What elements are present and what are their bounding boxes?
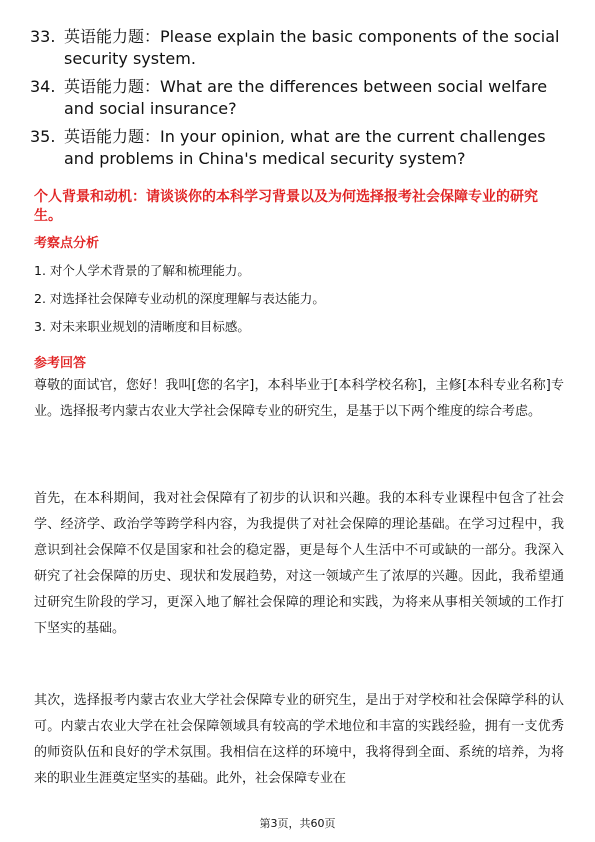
question-text: 英语能力题：What are the differences between social welfare and social insurance? — [64, 77, 548, 118]
page-footer: 第3页，共60页 — [259, 817, 336, 830]
question-number: 34. — [30, 77, 56, 96]
answer-heading: 参考回答 — [34, 356, 87, 371]
question-number: 35. — [30, 127, 56, 146]
analysis-heading: 考察点分析 — [34, 236, 100, 251]
question-list — [30, 26, 565, 176]
section-title: 个人背景和动机：请谈谈你的本科学习背景以及为何选择报考社会保障专业的研究生。 — [34, 189, 538, 224]
answer-paragraph: 其次，选择报考内蒙古农业大学社会保障专业的研究生，是出于对学校和社会保障学科的认可。内蒙古农业大学在社会保障领域具有较高的学术地位和丰富的实践经验，拥有一支优秀的师资队伍和良好的学术氛围。我相信在这样的环境中，我将得到全面、系统的培养，为将来的职业生涯奠定坚实的基础。此外，社会保障专业在 — [34, 693, 564, 786]
analysis-point: 1. 对个人学术背景的了解和梳理能力。 — [34, 263, 250, 278]
question-item — [30, 76, 565, 120]
analysis-point: 3. 对未来职业规划的清晰度和目标感。 — [34, 319, 250, 334]
question-number: 33. — [30, 27, 56, 46]
answer-paragraph: 尊敬的面试官，您好！我叫[您的名字]，本科毕业于[本科学校名称]，主修[本科专业名称]专业。选择报考内蒙古农业大学社会保障专业的研究生，是基于以下两个维度的综合考虑。 — [34, 378, 564, 419]
question-text: 英语能力题：In your opinion, what are the current challenges and problems in China's medical security system? — [64, 127, 546, 168]
analysis-point: 2. 对选择社会保障专业动机的深度理解与表达能力。 — [34, 291, 325, 306]
question-text: 英语能力题：Please explain the basic components of the social security system. — [64, 27, 560, 68]
question-item — [30, 26, 565, 70]
answer-paragraph: 首先，在本科期间，我对社会保障有了初步的认识和兴趣。我的本科专业课程中包含了社会学、经济学、政治学等跨学科内容，为我提供了对社会保障的理论基础。在学习过程中，我意识到社会保障不仅是国家和社会的稳定器，更是每个人生活中不可或缺的一部分。我深入研究了社会保障的历史、现状和发展趋势，对这一领域产生了浓厚的兴趣。因此，我希望通过研究生阶段的学习，更深入地了解社会保障的理论和实践，为将来从事相关领域的工作打下坚实的基础。 — [34, 491, 564, 636]
question-item — [30, 126, 565, 170]
